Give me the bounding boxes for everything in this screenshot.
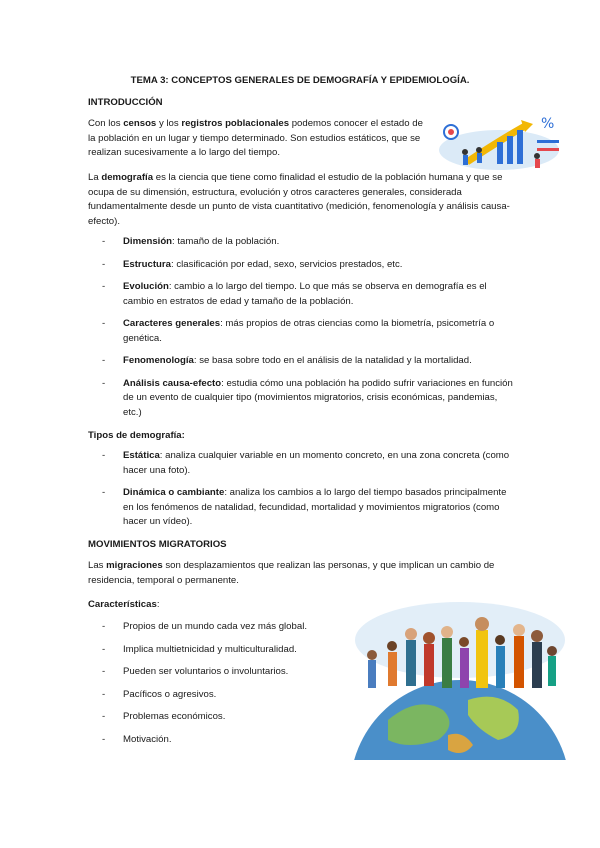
intro-paragraph-2: La demografía es la ciencia que tiene como finalidad el estudio de la población humana y que se ocupa de su dimensión, estructura, evolución y otros caracteres generales, considerada fundamentalmente desde un punto de vista cuantitativo (medición, fenomenología y análisis causa-efecto). xyxy=(88,172,510,227)
dash-mark: - xyxy=(102,355,106,366)
section-heading-migraciones: MOVIMIENTOS MIGRATORIOS xyxy=(88,539,227,550)
list-item: - Motivación. xyxy=(88,733,338,748)
characteristics-list xyxy=(88,620,338,747)
dash-mark: - xyxy=(102,236,106,247)
list-item: - Dimensión: tamaño de la población. xyxy=(88,235,518,250)
list-item: - Pacíficos o agresivos. xyxy=(88,688,338,703)
dash-mark: - xyxy=(102,318,106,329)
concepts-list xyxy=(88,235,518,420)
dash-mark: - xyxy=(102,281,106,292)
list-item: - Evolución: cambio a lo largo del tiempo. Lo que más se observa en demografía es el cambio en estratos de edad y tamaño de la población. xyxy=(102,281,487,307)
dash-mark: - xyxy=(102,733,106,745)
list-item: - Propios de un mundo cada vez más global. xyxy=(88,620,338,635)
list-item: - Implica multietnicidad y multiculturalidad. xyxy=(88,643,338,658)
dash-mark: - xyxy=(102,258,106,270)
list-item: - Problemas económicos. xyxy=(88,710,338,725)
dash-mark: - xyxy=(102,688,106,700)
section-heading-introduccion: INTRODUCCIÓN xyxy=(88,97,163,108)
list-item: - Análisis causa-efecto: estudia cómo una población ha podido sufrir variaciones en función de un evento de cualquier tipo (movimientos migratorios, crisis económicas, pandemias, etc.) xyxy=(102,377,513,418)
percent-symbol: % xyxy=(541,116,555,132)
dash-mark: - xyxy=(102,621,106,632)
characteristics-heading: Características: xyxy=(88,599,160,610)
dash-mark: - xyxy=(102,450,106,461)
list-item: - Estática: analiza cualquier variable en un momento concreto, en una zona concreta (como hacer una foto). xyxy=(102,450,510,476)
demography-illustration xyxy=(437,112,567,172)
list-item: - Pueden ser voluntarios o involuntarios. xyxy=(88,665,338,680)
page-title: TEMA 3: CONCEPTOS GENERALES DE DEMOGRAFÍA Y EPIDEMIOLOGÍA. xyxy=(130,75,470,86)
types-list xyxy=(88,449,518,530)
intro-paragraph-1: Con los censos y los registros poblacionales podemos conocer el estado de la población en un lugar y tiempo determinado. Son estudios estáticos, que se realizan sucesivamente a lo largo del tiempo. xyxy=(88,118,423,158)
list-item: - Caracteres generales: más propios de otras ciencias como la biometría, psicometría o genética. xyxy=(102,318,495,344)
dash-mark: - xyxy=(102,377,106,389)
dash-mark: - xyxy=(102,487,106,498)
migration-globe-illustration xyxy=(348,600,573,760)
dash-mark: - xyxy=(102,711,106,722)
list-item: - Dinámica o cambiante: analiza los cambios a lo largo del tiempo basados principalmente en los fenómenos de natalidad, fecundidad, mortalidad y movimientos migratorios (como hacer un vídeo). xyxy=(102,487,507,527)
dash-mark: - xyxy=(102,666,106,677)
dash-mark: - xyxy=(102,643,106,655)
types-heading: Tipos de demografía: xyxy=(88,430,185,441)
list-item: - Fenomenología: se basa sobre todo en el análisis de la natalidad y la mortalidad. xyxy=(88,354,518,369)
list-item: - Estructura: clasificación por edad, sexo, servicios prestados, etc. xyxy=(88,258,518,273)
migration-paragraph: Las migraciones son desplazamientos que realizan las personas, y que implican un cambio de residencia, temporal o permanente. xyxy=(88,560,495,586)
